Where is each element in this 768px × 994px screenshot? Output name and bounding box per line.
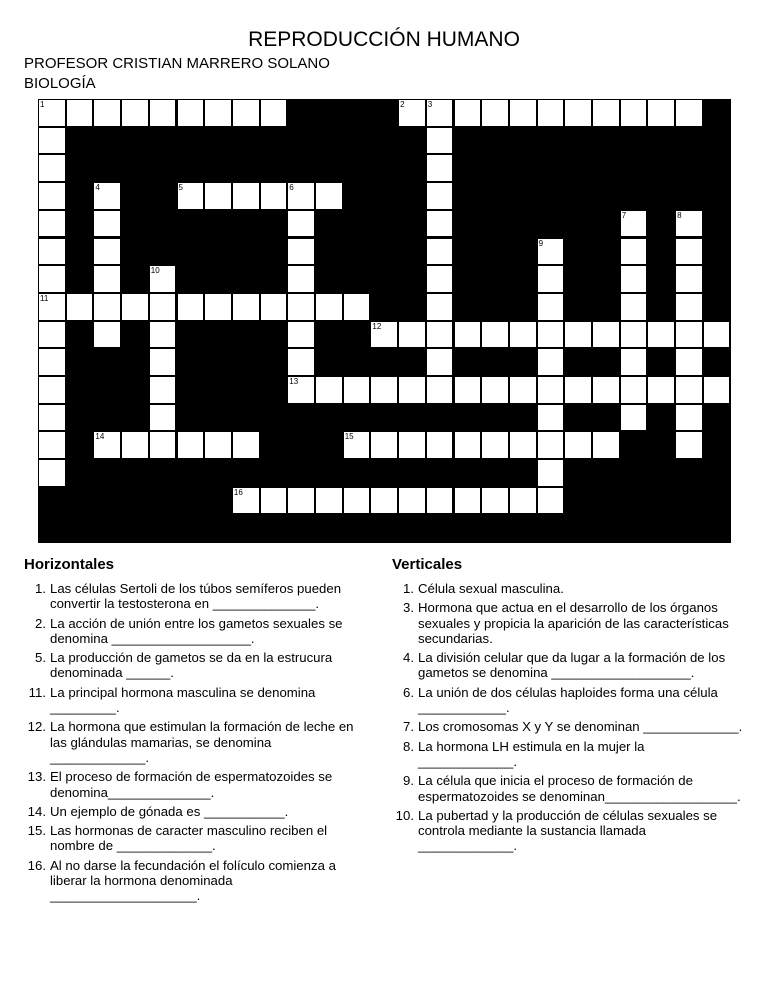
crossword-cell[interactable] [93, 293, 121, 321]
cell-number: 1 [40, 100, 45, 109]
crossword-cell[interactable] [93, 321, 121, 349]
crossword-cell[interactable] [509, 487, 537, 515]
clue-text: Al no darse la fecundación el folículo comienza a liberar la hormona denominada ____________________. [50, 857, 336, 904]
crossword-cell[interactable] [370, 321, 398, 349]
crossword-cell[interactable] [398, 99, 426, 127]
crossword-cell[interactable] [592, 321, 620, 349]
crossword-cell[interactable] [149, 404, 177, 432]
crossword-cell[interactable] [620, 293, 648, 321]
cell-number: 6 [289, 183, 294, 193]
crossword-cell[interactable] [315, 293, 343, 321]
crossword-cell[interactable] [537, 459, 565, 487]
clue-text: La hormona LH estimula en la mujer la _____________. [418, 738, 645, 769]
crossword-cell[interactable] [93, 431, 121, 459]
crossword-cell[interactable] [675, 293, 703, 321]
clue-item [24, 769, 369, 800]
cell-number: 9 [538, 238, 544, 248]
crossword-cell[interactable] [675, 376, 703, 404]
crossword-cell[interactable] [287, 182, 315, 210]
crossword-cell[interactable] [232, 182, 260, 210]
cell-number: 16 [233, 487, 243, 497]
crossword-cell[interactable] [93, 238, 121, 266]
clue-item [392, 808, 744, 854]
crossword-cell[interactable] [592, 431, 620, 459]
crossword-cell[interactable] [315, 376, 343, 404]
crossword-cell[interactable] [149, 321, 177, 349]
crossword-cell[interactable] [537, 348, 565, 376]
cell-number: 4 [95, 183, 100, 193]
crossword-cell[interactable] [370, 487, 398, 515]
page-title: REPRODUCCIÓN HUMANO [248, 28, 520, 51]
cell-number: 12 [372, 321, 382, 331]
teacher-name: PROFESOR CRISTIAN MARRERO SOLANO [24, 55, 330, 72]
crossword-cell[interactable] [38, 182, 66, 210]
crossword-cell[interactable] [93, 182, 121, 210]
crossword-cell[interactable] [204, 293, 232, 321]
cell-number: 5 [178, 183, 183, 193]
clue-number: 1. [35, 581, 46, 596]
clue-item [392, 773, 744, 804]
crossword-cell[interactable] [426, 293, 454, 321]
crossword-cell[interactable] [232, 487, 260, 515]
crossword-cell[interactable] [260, 99, 288, 127]
clue-text: Las hormonas de caracter masculino reciben el nombre de _____________. [50, 823, 328, 854]
crossword-cell[interactable] [149, 99, 177, 127]
clue-number: 8. [403, 738, 414, 754]
crossword-cell[interactable] [149, 348, 177, 376]
crossword-cell[interactable] [287, 487, 315, 515]
crossword-cell[interactable] [38, 238, 66, 266]
crossword-cell[interactable] [703, 321, 731, 349]
clue-number: 6. [403, 684, 414, 700]
clue-item [24, 804, 369, 819]
crossword-cell[interactable] [66, 99, 94, 127]
crossword-cell[interactable] [620, 265, 648, 293]
cell-number: 10 [150, 266, 160, 276]
clue-text: La acción de unión entre los gametos sexuales se denomina ___________________. [50, 615, 343, 646]
crossword-cell[interactable] [426, 154, 454, 182]
crossword-cell[interactable] [398, 376, 426, 404]
crossword-cell[interactable] [509, 321, 537, 349]
clue-number: 16. [27, 857, 46, 873]
crossword-cell[interactable] [287, 348, 315, 376]
clue-text: La unión de dos células haploides forma una célula ____________. [418, 684, 718, 716]
crossword-cell[interactable] [287, 210, 315, 238]
crossword-cell[interactable] [620, 376, 648, 404]
crossword-cell[interactable] [509, 99, 537, 127]
crossword-cell[interactable] [426, 99, 454, 127]
clue-number: 14. [27, 803, 46, 819]
crossword-cell[interactable] [454, 321, 482, 349]
clue-text: El proceso de formación de espermatozoides se denomina______________. [50, 769, 333, 800]
clue-number: 10. [395, 807, 414, 823]
crossword-cell[interactable] [287, 376, 315, 404]
crossword-cell[interactable] [675, 99, 703, 127]
crossword-cell[interactable] [260, 487, 288, 515]
cell-number: 2 [400, 100, 405, 109]
crossword-cell[interactable] [287, 293, 315, 321]
clue-item [24, 858, 369, 904]
crossword-cell[interactable] [315, 182, 343, 210]
crossword-cell[interactable] [398, 321, 426, 349]
clue-item [24, 616, 369, 647]
crossword-cell[interactable] [620, 404, 648, 432]
clue-item [24, 719, 369, 765]
clue-text: Los cromosomas X y Y se denominan _____________. [418, 719, 743, 735]
crossword-cell[interactable] [149, 376, 177, 404]
crossword-cell[interactable] [481, 431, 509, 459]
crossword-cell[interactable] [426, 321, 454, 349]
clue-text: La división celular que da lugar a la formación de los gametos se denomina ___________________. [418, 650, 726, 681]
crossword-cell[interactable] [287, 321, 315, 349]
clue-text: La hormona que estimulan la formación de leche en las glándulas mamarias, se denomina _____________. [50, 719, 354, 765]
clue-item [392, 685, 744, 716]
crossword-cell[interactable] [537, 293, 565, 321]
crossword-cell[interactable] [426, 210, 454, 238]
crossword-cell[interactable] [675, 238, 703, 266]
crossword-cell[interactable] [38, 404, 66, 432]
clue-text: Hormona que actua en el desarrollo de los órganos sexuales y propicia la aparición de las características secundarias. [418, 600, 729, 646]
crossword-cell[interactable] [315, 487, 343, 515]
crossword-cell[interactable] [481, 99, 509, 127]
crossword-cell[interactable] [38, 293, 66, 321]
crossword-cell[interactable] [149, 431, 177, 459]
crossword-cell[interactable] [38, 99, 66, 127]
clue-item [392, 581, 744, 596]
crossword-cell[interactable] [481, 321, 509, 349]
crossword-cell[interactable] [204, 99, 232, 127]
crossword-cell[interactable] [426, 127, 454, 155]
clue-item [392, 719, 744, 734]
clue-text: Un ejemplo de gónada es ___________. [50, 803, 289, 819]
cell-number: 3 [427, 100, 433, 109]
crossword-cell[interactable] [509, 376, 537, 404]
clue-number: 4. [403, 650, 414, 666]
crossword-cell[interactable] [287, 238, 315, 266]
crossword-cell[interactable] [121, 293, 149, 321]
crossword-cell[interactable] [204, 182, 232, 210]
clue-item [24, 685, 369, 716]
crossword-cell[interactable] [620, 99, 648, 127]
crossword-cell[interactable] [647, 376, 675, 404]
clue-number: 3. [403, 600, 414, 616]
crossword-cell[interactable] [509, 431, 537, 459]
clue-text: La principal hormona masculina se denomina _________. [50, 684, 316, 716]
crossword-cell[interactable] [675, 210, 703, 238]
crossword-cell[interactable] [370, 431, 398, 459]
crossword-cell[interactable] [177, 293, 205, 321]
crossword-cell[interactable] [38, 348, 66, 376]
crossword-cell[interactable] [93, 265, 121, 293]
crossword-cell[interactable] [149, 265, 177, 293]
crossword-cell[interactable] [564, 431, 592, 459]
crossword-cell[interactable] [343, 431, 371, 459]
clue-text: Las células Sertoli de los túbos semíferos pueden convertir la testosterona en ______________. [50, 581, 342, 612]
crossword-cell[interactable] [38, 127, 66, 155]
crossword-cell[interactable] [426, 265, 454, 293]
crossword-cell[interactable] [537, 404, 565, 432]
clue-item [24, 581, 369, 612]
crossword-cell[interactable] [38, 376, 66, 404]
crossword-cell[interactable] [426, 182, 454, 210]
clue-item [24, 650, 369, 681]
crossword-cell[interactable] [93, 210, 121, 238]
crossword-cell[interactable] [454, 99, 482, 127]
clue-number: 9. [403, 773, 414, 789]
crossword-cell[interactable] [38, 321, 66, 349]
crossword-cell[interactable] [38, 431, 66, 459]
clue-item [392, 650, 744, 681]
crossword-cell[interactable] [121, 99, 149, 127]
crossword-cell[interactable] [537, 265, 565, 293]
clue-item [392, 600, 744, 646]
crossword-grid [38, 99, 731, 543]
cell-number: 7 [621, 210, 627, 220]
crossword-cell[interactable] [564, 376, 592, 404]
crossword-cell[interactable] [38, 154, 66, 182]
clue-number: 13. [27, 769, 46, 785]
crossword-cell[interactable] [343, 487, 371, 515]
crossword-cell[interactable] [38, 210, 66, 238]
crossword-cell[interactable] [620, 210, 648, 238]
crossword-cell[interactable] [204, 431, 232, 459]
crossword-cell[interactable] [592, 376, 620, 404]
crossword-cell[interactable] [675, 404, 703, 432]
crossword-cell[interactable] [564, 99, 592, 127]
crossword-cell[interactable] [537, 99, 565, 127]
crossword-cell[interactable] [620, 321, 648, 349]
clue-text: La producción de gametos se da en la estrucura denominada ______. [50, 650, 333, 681]
clue-item [24, 823, 369, 854]
crossword-cell[interactable] [232, 99, 260, 127]
clue-item [392, 739, 744, 770]
clue-number: 15. [27, 823, 46, 839]
crossword-cell[interactable] [454, 487, 482, 515]
crossword-cell[interactable] [38, 459, 66, 487]
crossword-cell[interactable] [177, 431, 205, 459]
clue-number: 7. [403, 719, 414, 735]
crossword-cell[interactable] [592, 99, 620, 127]
down-clue-list [392, 581, 744, 858]
cell-number: 15 [344, 432, 354, 442]
crossword-cell[interactable] [398, 431, 426, 459]
across-heading: Horizontales [24, 556, 115, 573]
crossword-cell[interactable] [426, 348, 454, 376]
crossword-cell[interactable] [564, 321, 592, 349]
subject-name: BIOLOGÍA [24, 75, 96, 92]
cell-number: 13 [289, 377, 299, 386]
crossword-cell[interactable] [620, 348, 648, 376]
crossword-cell[interactable] [287, 265, 315, 293]
crossword-cell[interactable] [675, 265, 703, 293]
crossword-cell[interactable] [454, 431, 482, 459]
crossword-cell[interactable] [647, 99, 675, 127]
cell-number: 8 [677, 210, 682, 220]
crossword-cell[interactable] [675, 431, 703, 459]
crossword-cell[interactable] [620, 238, 648, 266]
crossword-cell[interactable] [675, 321, 703, 349]
crossword-cell[interactable] [177, 182, 205, 210]
crossword-cell[interactable] [66, 293, 94, 321]
clue-text: La célula que inicia el proceso de formación de espermatozoides se denominan__________________. [418, 773, 741, 804]
crossword-cell[interactable] [177, 99, 205, 127]
clue-text: La pubertad y la producción de células sexuales se controla mediante la sustancia llamada _____________. [418, 807, 718, 854]
clue-number: 11. [28, 684, 46, 700]
crossword-cell[interactable] [454, 376, 482, 404]
crossword-cell[interactable] [537, 321, 565, 349]
cell-number: 14 [95, 432, 105, 442]
crossword-cell[interactable] [481, 376, 509, 404]
crossword-cell[interactable] [481, 487, 509, 515]
clue-number: 1. [403, 581, 414, 596]
crossword-cell[interactable] [537, 431, 565, 459]
crossword-cell[interactable] [232, 431, 260, 459]
crossword-cell[interactable] [343, 376, 371, 404]
across-clue-list [24, 581, 369, 908]
clue-text: Célula sexual masculina. [418, 581, 564, 596]
clue-number: 12. [27, 719, 46, 735]
crossword-cell[interactable] [537, 238, 565, 266]
crossword-cell[interactable] [426, 238, 454, 266]
crossword-cell[interactable] [537, 376, 565, 404]
crossword-cell[interactable] [93, 99, 121, 127]
crossword-cell[interactable] [426, 431, 454, 459]
crossword-cell[interactable] [647, 321, 675, 349]
crossword-cell[interactable] [370, 376, 398, 404]
crossword-cell[interactable] [343, 293, 371, 321]
crossword-cell[interactable] [675, 348, 703, 376]
clue-number: 2. [35, 615, 46, 631]
crossword-cell[interactable] [260, 182, 288, 210]
crossword-cell[interactable] [426, 376, 454, 404]
crossword-cell[interactable] [149, 293, 177, 321]
crossword-cell[interactable] [260, 293, 288, 321]
crossword-cell[interactable] [232, 293, 260, 321]
clue-number: 5. [35, 650, 46, 666]
crossword-cell[interactable] [398, 487, 426, 515]
crossword-cell[interactable] [38, 265, 66, 293]
crossword-cell[interactable] [121, 431, 149, 459]
crossword-cell[interactable] [703, 376, 731, 404]
crossword-cell[interactable] [537, 487, 565, 515]
cell-number: 11 [40, 293, 49, 303]
crossword-cell[interactable] [426, 487, 454, 515]
down-heading: Verticales [392, 556, 463, 573]
